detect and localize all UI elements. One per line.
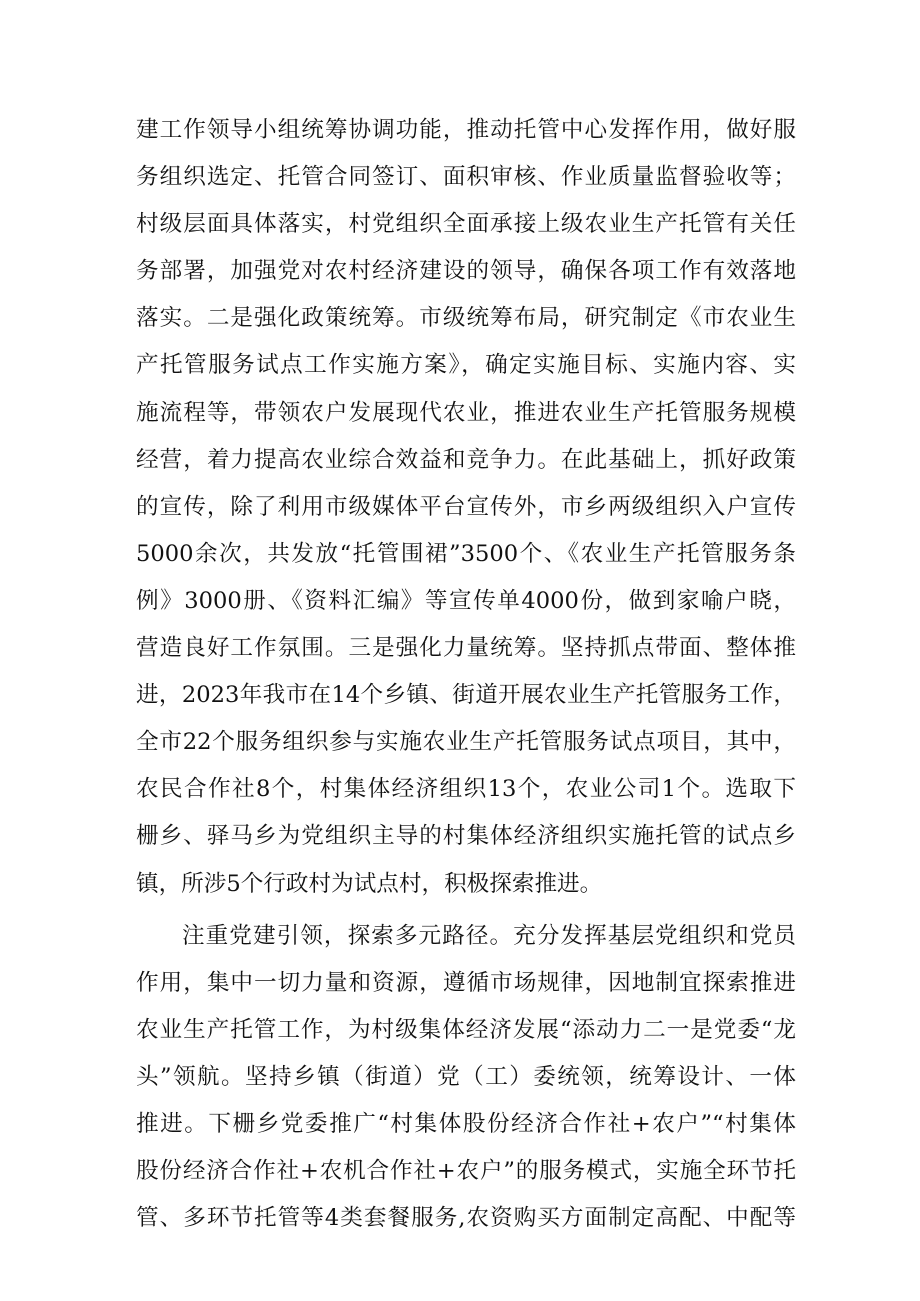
text-line: 推进。下栅乡党委推广“村集体股份经济合作社+农户”“村集体 bbox=[136, 1110, 796, 1137]
text-line: 务部署，加强党对农村经济建设的领导，确保各项工作有效落地 bbox=[136, 258, 796, 285]
text-line: 建工作领导小组统筹协调功能，推动托管中心发挥作用，做好服 bbox=[136, 117, 796, 143]
text-line: 农业生产托管工作，为村级集体经济发展“添动力二一是党委“龙 bbox=[136, 1016, 796, 1043]
text-line: 头”领航。坚持乡镇（街道）党（工）委统领，统筹设计、一体 bbox=[136, 1063, 796, 1090]
text-line: 施流程等，带领农户发展现代农业，推进农业生产托管服务规模 bbox=[136, 399, 796, 426]
text-line: 进，2023年我市在14个乡镇、街道开展农业生产托管服务工作， bbox=[136, 682, 796, 709]
text-line: 产托管服务试点工作实施方案》，确定实施目标、实施内容、实 bbox=[136, 352, 796, 379]
text-line: 镇，所涉5个行政村为试点村，积极探索推进。 bbox=[136, 870, 603, 897]
text-line: 例》3000册、《资料汇编》等宣传单4000份，做到家喻户晓， bbox=[136, 587, 796, 614]
text-line: 全市22个服务组织参与实施农业生产托管服务试点项目，其中， bbox=[136, 729, 796, 756]
paragraph bbox=[136, 913, 796, 1243]
text-line: 注重党建引领，探索多元路径。充分发挥基层党组织和党员 bbox=[182, 922, 796, 949]
text-line: 栅乡、驿马乡为党组织主导的村集体经济组织实施托管的试点乡 bbox=[136, 823, 796, 850]
text-line: 5000余次，共发放“托管围裙”3500个、《农业生产托管服务条 bbox=[136, 540, 796, 567]
text-line: 作用，集中一切力量和资源，遵循市场规律，因地制宜探索推进 bbox=[136, 969, 796, 996]
text-line: 股份经济合作社+农机合作社+农户”的服务模式，实施全环节托 bbox=[136, 1158, 796, 1185]
text-line: 落实。二是强化政策统筹。市级统筹布局，研究制定《市农业生 bbox=[136, 305, 796, 332]
text-line: 营造良好工作氛围。三是强化力量统筹。坚持抓点带面、整体推 bbox=[136, 635, 796, 662]
document-body bbox=[136, 107, 796, 1242]
text-line: 务组织选定、托管合同签订、面积审核、作业质量监督验收等； bbox=[136, 164, 796, 191]
text-line: 的宣传，除了利用市级媒体平台宣传外，市乡两级组织入户宣传 bbox=[136, 493, 796, 520]
paragraph bbox=[136, 107, 796, 908]
text-line: 管、多环节托管等4类套餐服务,农资购买方面制定高配、中配等 bbox=[136, 1205, 796, 1232]
text-line: 村级层面具体落实，村党组织全面承接上级农业生产托管有关任 bbox=[136, 211, 796, 238]
text-line: 农民合作社8个，村集体经济组织13个，农业公司1个。选取下 bbox=[136, 776, 796, 803]
text-line: 经营，着力提高农业综合效益和竞争力。在此基础上，抓好政策 bbox=[136, 446, 796, 473]
